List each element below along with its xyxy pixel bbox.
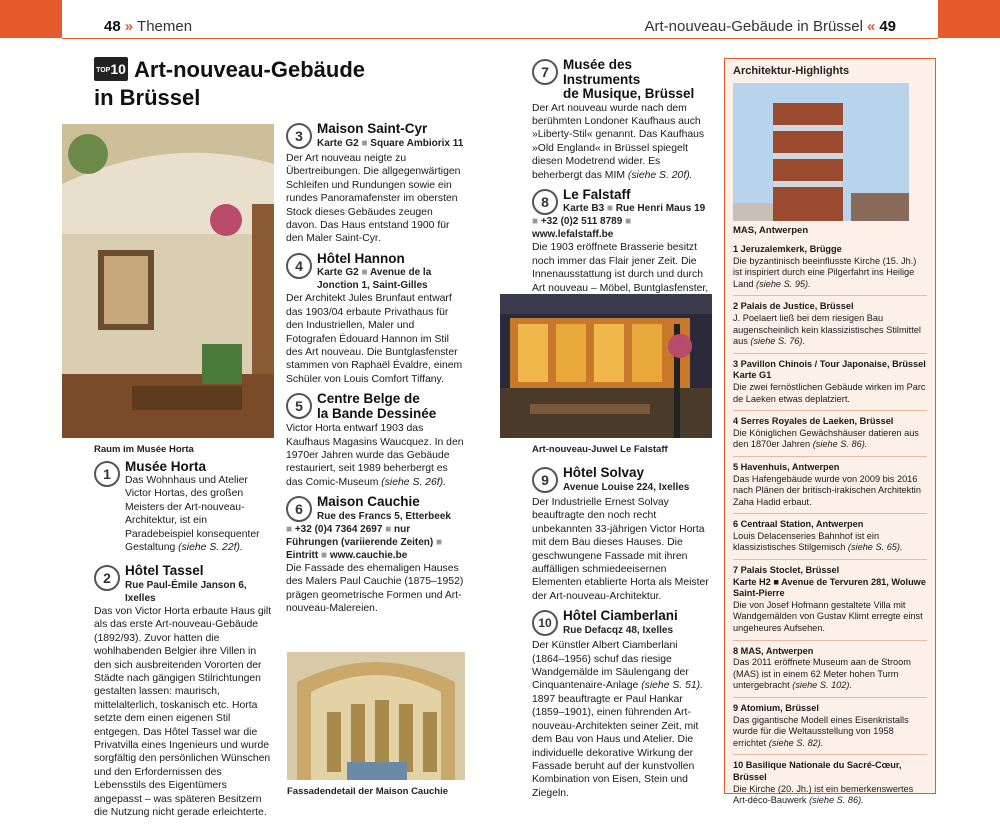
number-badge-7: 7	[532, 59, 558, 85]
entry-address: Rue Paul-Émile Janson 6, Ixelles	[125, 579, 247, 604]
number-badge-10: 10	[532, 610, 558, 636]
number-badge-3: 3	[286, 123, 312, 149]
sidebar-item-8: 8 MAS, Antwerpen Das 2011 eröffnete Museum aan de Stroom (MAS) ist in einem 62 Meter hohen Turm untergebracht (siehe S. 102).	[733, 646, 927, 698]
entry-8	[532, 188, 712, 309]
column-2	[286, 122, 464, 621]
photo-musee-horta	[62, 124, 274, 438]
running-head-left	[104, 18, 192, 35]
column-3	[532, 58, 712, 314]
sidebar-item-9: 9 Atomium, Brüssel Das gigantische Modell eines Eisenkristalls wurde für die Weltausstellung von 1958 errichtet (siehe S. 82).	[733, 703, 927, 755]
entry-2	[94, 564, 274, 819]
sidebar-item-1: 1 Jeruzalemkerk, Brügge Die byzantinisch beeinflusste Kirche (15. Jh.) ist inspiriert durch eine Pilgerfahrt ins Heilige Land (siehe S. 95).	[733, 244, 927, 296]
column-4	[532, 466, 712, 806]
entry-body: Das Wohnhaus und Atelier Victor Hortas, des großen Meisters der Art-nouveau-Architektur, ist ein Paradebeispiel konsequenter Gestaltung (siehe S. 22f).	[125, 475, 260, 554]
entry-9	[532, 466, 712, 603]
falstaff-website-link[interactable]: www.lefalstaff.be	[532, 229, 614, 241]
entry-meta: Rue des Francs 5, Etterbeek ■ +32 (0)4 7364 2697 ■ nur Führungen (variierende Zeiten) ■ Eintritt ■ www.cauchie.be	[286, 510, 451, 561]
entry-body: Die 1903 eröffnete Brasserie besitzt noch immer das Flair jener Zeit. Die Innenausstattung ist durch und durch Art nouveau – Möbel, Buntglasfenster,	[532, 242, 709, 294]
number-badge-1: 1	[94, 461, 120, 487]
running-head-right	[645, 18, 897, 35]
sidebar-item-4: 4 Serres Royales de Laeken, Brüssel Die Königlichen Gewächshäuser datieren aus den 1870er Jahren (siehe S. 86).	[733, 416, 927, 457]
entry-6	[286, 495, 464, 615]
sidebar-heading: Architektur-Highlights	[733, 65, 850, 77]
entry-body: Der Architekt Jules Brunfaut entwarf das 1903/04 erbaute Privathaus für den Industriellen, Maler und Fotografen Édouard Hannon im Stil des Art nouveau. Die Buntglasfenster stammen von Raphaël Évaldre, einem Schüler von Louis Comfort Tiffany.	[286, 293, 463, 385]
chevron-right-icon: »	[124, 18, 134, 35]
photo-le-falstaff	[500, 294, 712, 438]
caption-maison-cauchie: Fassadendetail der Maison Cauchie	[287, 786, 449, 797]
entry-title: Hôtel Solvay	[563, 465, 645, 480]
sidebar-architektur-highlights	[724, 58, 936, 806]
number-badge-6: 6	[286, 496, 312, 522]
entry-meta: Karte B3 ■ Rue Henri Maus 19 ■ +32 (0)2 511 8789 ■ www.lefalstaff.be	[532, 203, 706, 241]
sidebar-item-5: 5 Havenhuis, Antwerpen Das Hafengebäude wurde von 2009 bis 2016 nach Plänen der britisch-irakischen Architektin Zaha Hadid erbaut.	[733, 462, 927, 514]
page-edge-tab-right	[938, 0, 1000, 38]
entry-title: Centre Belge de la Bande Dessinée	[317, 391, 437, 421]
sidebar-item-7: 7 Palais Stoclet, Brüssel Karte H2 ■ Avenue de Tervuren 281, Woluwe Saint-Pierre Die von Josef Hofmann gestaltete Villa mit Wandgemälden von Gustav Klimt erregte einst ungeheures Aufsehen.	[733, 565, 927, 641]
section-name-left: Themen	[137, 18, 193, 35]
page-edge-tab-left	[0, 0, 62, 38]
header-rule	[62, 38, 938, 39]
entry-body: Der Künstler Albert Ciamberlani (1864–1956) schuf das riesige Wandgemälde im Säulengang der Cinquantenaire-Anlage (siehe S. 51). 1897 beauftragte er Paul Hankar (1859–1901), einen führenden Art-nouveau-Architekten seiner Zeit, mit dem Bau von Haus und Atelier. Die individuelle dekorative Wirkung der Fassade beruht auf der kunstvollen Kombination von Eisen, Stein und Ziegeln.	[532, 640, 703, 799]
entry-meta: Karte G2 ■ Avenue de la Jonction 1, Saint-Gilles	[317, 267, 432, 292]
entry-title: Hôtel Ciamberlani	[563, 608, 678, 624]
entry-title: Maison Saint-Cyr	[317, 121, 428, 136]
entry-title: Hôtel Hannon	[317, 250, 405, 266]
page-number-left: 48	[104, 18, 121, 35]
caption-mas-antwerpen: MAS, Antwerpen	[733, 225, 809, 236]
chevron-left-icon: «	[866, 18, 876, 35]
section-name-right: Art-nouveau-Gebäude in Brüssel	[644, 18, 863, 35]
photo-mas-antwerpen	[733, 83, 909, 221]
caption-le-falstaff: Art-nouveau-Juwel Le Falstaff	[532, 444, 668, 455]
entry-title: Hôtel Tassel	[125, 563, 204, 579]
sidebar-item-2: 2 Palais de Justice, Brüssel J. Poelaert ließ bei dem riesigen Bau augenscheinlich kein klassizistisches Stilmittel aus (siehe S. 76).	[733, 301, 927, 353]
entry-title: Musée des Instruments de Musique, Brüssel	[563, 57, 695, 101]
cauchie-website-link[interactable]: www.cauchie.be	[329, 549, 408, 561]
entry-title: Musée Horta	[125, 459, 207, 474]
entry-body: Der Art nouveau wurde nach dem berühmten Londoner Kaufhaus auch »Liberty-Stil« genannt. Das Kaufhaus »Old England« in Brüssel spiegelt diesen Modetrend wider. Es beherbergt das MIM (siehe S. 20f).	[532, 102, 705, 181]
number-badge-5: 5	[286, 393, 312, 419]
entry-3	[286, 122, 464, 246]
entry-meta: Karte G2 ■ Square Ambiorix 11	[317, 137, 464, 149]
column-1	[94, 460, 274, 825]
entry-body: Der Art nouveau neigte zu Übertreibungen. Die allgegenwärtigen Schleifen und Rundungen sowie ein rundes Panoramafenster im obersten Stock dieses Gebäudes zeugen davon. Das Haus entstand 1900 für den Maler Saint-Cyr.	[286, 153, 461, 245]
entry-address: Rue Defacqz 48, Ixelles	[563, 624, 674, 636]
entry-5	[286, 392, 464, 489]
entry-body: Die Fassade des ehemaligen Hauses des Malers Paul Cauchie (1875–1952) prägen geometrische Formen und Art-nouveau-Malereien.	[286, 562, 464, 614]
sidebar-item-10: 10 Basilique Nationale du Sacré-Cœur, Brüssel Die Kirche (20. Jh.) ist ein bemerkenswertes Art-déco-Bauwerk (siehe S. 86).	[733, 760, 914, 806]
entry-7	[532, 58, 712, 182]
number-badge-9: 9	[532, 467, 558, 493]
entry-title: Le Falstaff	[563, 186, 631, 202]
sidebar-item-6: 6 Centraal Station, Antwerpen Louis Delacenseries Bahnhof ist ein klassizistisches Stilgemisch (siehe S. 65).	[733, 519, 927, 560]
entry-4	[286, 252, 464, 386]
entry-address: Avenue Louise 224, Ixelles	[563, 481, 690, 493]
number-badge-8: 8	[532, 189, 558, 215]
entry-1	[94, 460, 274, 554]
number-badge-2: 2	[94, 565, 120, 591]
caption-musee-horta: Raum im Musée Horta	[94, 444, 194, 455]
top10-badge: TOP10	[94, 57, 128, 81]
entry-body: Victor Horta entwarf 1903 das Kaufhaus Magasins Waucquez. In den 1970er Jahren wurde das Gebäude restauriert, seit 1989 beherbergt es das Comic-Museum (siehe S. 26f).	[286, 423, 464, 488]
number-badge-4: 4	[286, 253, 312, 279]
entry-title: Maison Cauchie	[317, 494, 420, 510]
entry-body: Das von Victor Horta erbaute Haus gilt als das erste Art-nouveau-Gebäude (1892/93). Zuvor hatten die wohlhabenden Belgier ihre Villen in den sich ausbreitenden Vororten der Städte nach gängigen Stilrichtungen gestalten lassen: maurisch, mittelalterlich, toskanisch etc. Horta setzte dem einen eigenen Stil entgegen. Das Hôtel Tassel war die Privatvilla eines Ingenieurs und wurde sorgfältig den persönlichen Wünschen und den Erfordernissen des Lebensstils des Eigentümers angepasst – was späteren Besitzern die Nutzung nicht gerade erleichterte.	[94, 605, 272, 819]
sidebar-item-3: 3 Pavillon Chinois / Tour Japonaise, Brüssel Karte G1 Die zwei fernöstlichen Gebäude wirken im Parc de Laeken etwas deplatziert.	[733, 359, 927, 411]
page-title: TOP10 Art-nouveau-Gebäude in Brüssel	[94, 57, 366, 110]
page-number-right: 49	[879, 18, 896, 35]
entry-body: Der Industrielle Ernest Solvay beauftragte den noch recht unbekannten 33-jährigen Victor Horta mit dem Bau dieses Hauses. Die geschwungene Fassade mit ihren auffälligen schmiedeeisernen Elementen etablierte Horta als Meister der Art-nouveau-Architektur.	[532, 497, 709, 602]
photo-maison-cauchie	[287, 652, 465, 780]
entry-10	[532, 609, 712, 800]
